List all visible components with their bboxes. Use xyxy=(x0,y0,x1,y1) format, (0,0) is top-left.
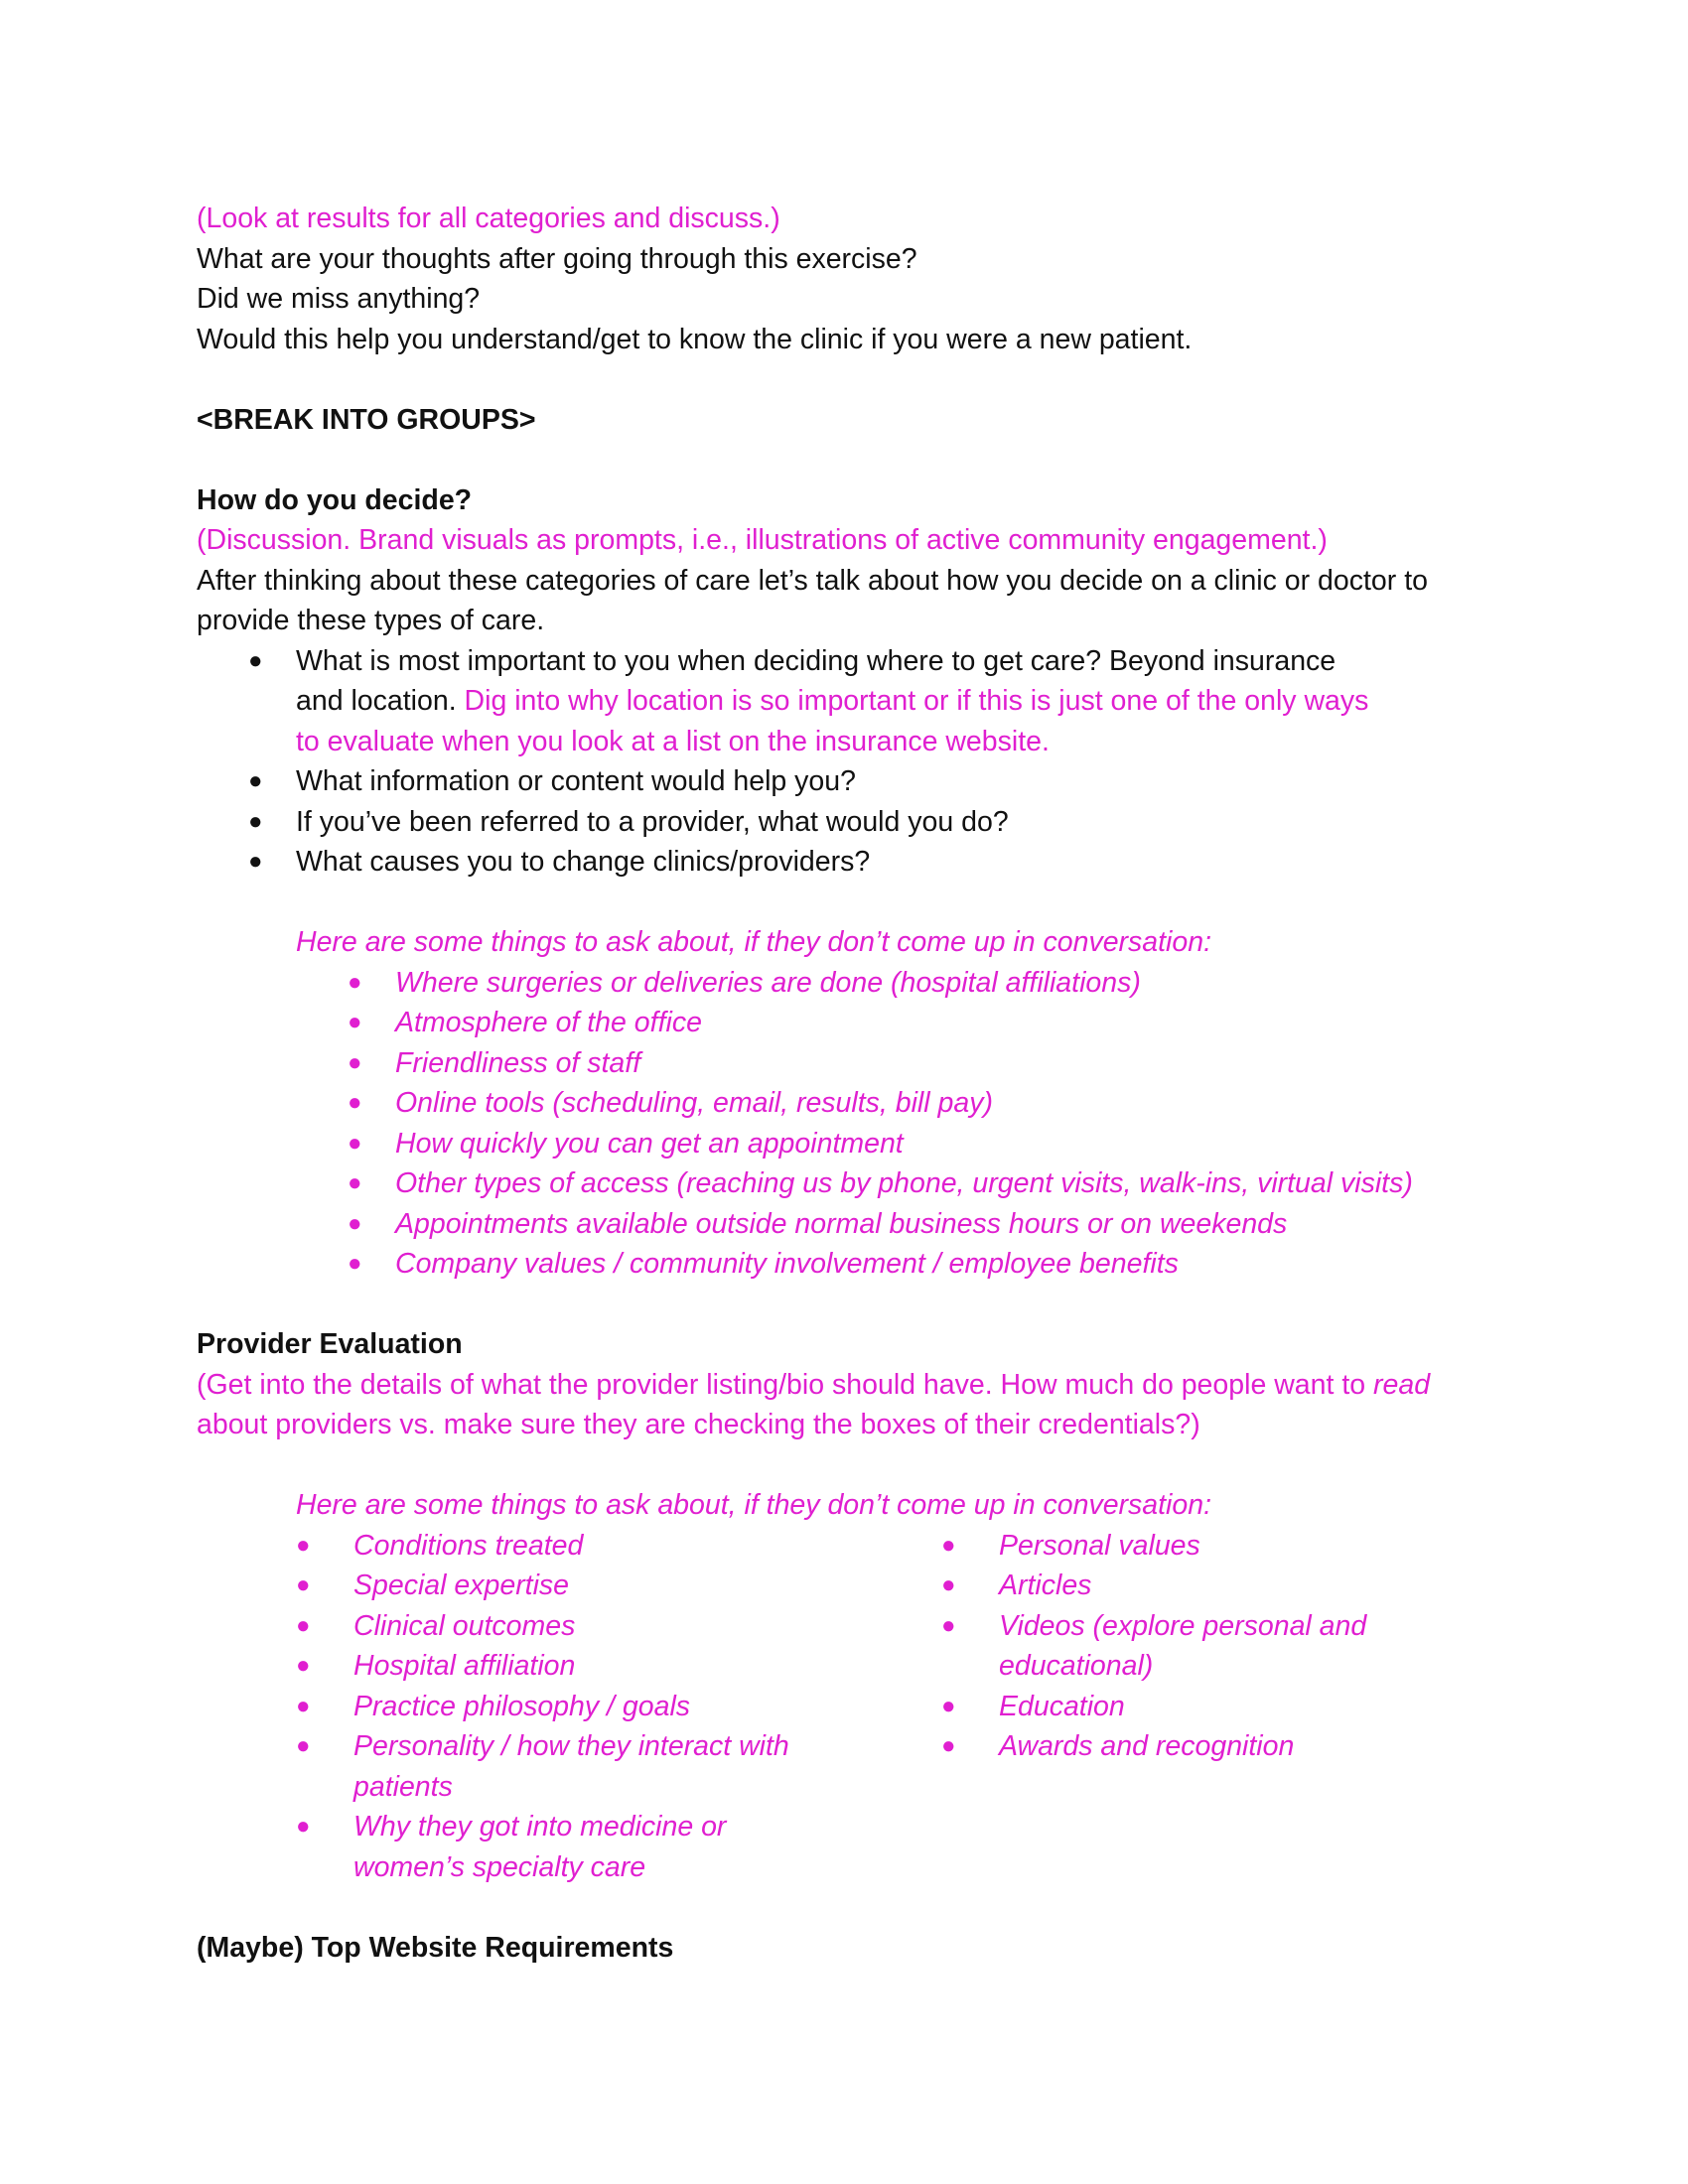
provider-ask-left-column xyxy=(296,1526,941,1888)
decide-bullet xyxy=(197,842,1517,883)
provider-ask-item xyxy=(296,1606,941,1647)
decide-ask-item xyxy=(197,1083,1517,1124)
document-page xyxy=(197,199,1517,1968)
provider-ask-item-text: Personality / how they interact with patients xyxy=(353,1730,789,1803)
break-label: <BREAK INTO GROUPS> xyxy=(197,403,536,436)
provider-ask-item-text: Videos (explore personal and educational) xyxy=(999,1609,1367,1682)
decide-ask-item xyxy=(197,1124,1517,1164)
bullet-icon: ● xyxy=(941,1732,956,1759)
decide-ask-item-text: Where surgeries or deliveries are done (hospital affiliations) xyxy=(395,966,1141,999)
provider-ask-item-text: Why they got into medicine or women’s specialty care xyxy=(353,1811,727,1883)
provider-ask-heading: Here are some things to ask about, if they don’t come up in conversation: xyxy=(296,1489,1212,1521)
bullet-icon: ● xyxy=(348,1169,362,1196)
bullet-icon: ● xyxy=(248,646,263,674)
bullet-icon: ● xyxy=(348,1250,362,1277)
provider-ask-item xyxy=(296,1726,850,1807)
bullet-icon: ● xyxy=(248,848,263,875)
provider-note-italic: read xyxy=(1373,1368,1431,1401)
bullet-icon: ● xyxy=(296,1692,311,1719)
decide-ask-item-text: Company values / community involvement / employee benefits xyxy=(395,1248,1179,1280)
bullet-icon: ● xyxy=(348,1048,362,1076)
provider-ask-item xyxy=(941,1726,1497,1767)
decide-ask-item-text: Other types of access (reaching us by phone, urgent visits, walk-ins, virtual visits) xyxy=(395,1167,1413,1199)
requirements-heading: (Maybe) Top Website Requirements xyxy=(197,1931,674,1964)
decide-bullet xyxy=(197,641,1388,762)
intro-question: Would this help you understand/get to know the clinic if you were a new patient. xyxy=(197,323,1193,355)
bullet-icon: ● xyxy=(296,1732,311,1759)
spacer xyxy=(197,359,1517,400)
spacer xyxy=(197,1887,1517,1928)
decide-ask-item-text: Atmosphere of the office xyxy=(395,1007,702,1038)
decide-bullet-text: If you’ve been referred to a provider, what would you do? xyxy=(296,805,1009,838)
decide-bullet-note: Dig into why location is so important or if this is just one of the only ways to evaluate when you look at a list on the insurance website. xyxy=(296,685,1369,757)
bullet-icon: ● xyxy=(941,1611,956,1639)
bullet-icon: ● xyxy=(296,1571,311,1598)
intro-question: Did we miss anything? xyxy=(197,283,481,315)
decide-ask-item-text: Online tools (scheduling, email, results, bill pay) xyxy=(395,1087,993,1119)
provider-note-end: about providers vs. make sure they are checking the boxes of their credentials?) xyxy=(197,1409,1200,1440)
bullet-icon: ● xyxy=(348,1209,362,1237)
decide-ask-item xyxy=(197,1204,1517,1245)
provider-ask-item-text: Special expertise xyxy=(353,1570,570,1601)
provider-ask-item-text: Conditions treated xyxy=(353,1529,584,1562)
decide-ask-item-text: Friendliness of staff xyxy=(395,1046,641,1079)
provider-ask-item xyxy=(296,1807,780,1887)
intro-note: (Look at results for all categories and discuss.) xyxy=(197,203,780,234)
provider-ask-item xyxy=(941,1606,1446,1687)
decide-ask-heading: Here are some things to ask about, if they don’t come up in conversation: xyxy=(296,926,1212,958)
intro-question: What are your thoughts after going through this exercise? xyxy=(197,242,917,275)
provider-note xyxy=(197,1365,1497,1445)
bullet-icon: ● xyxy=(348,1129,362,1157)
decide-ask-item xyxy=(197,1043,1517,1084)
decide-ask-item xyxy=(197,963,1517,1004)
bullet-icon: ● xyxy=(348,1089,362,1116)
bullet-icon: ● xyxy=(296,1531,311,1559)
provider-ask-item xyxy=(296,1566,941,1606)
provider-ask-item-text: Personal values xyxy=(999,1529,1200,1562)
provider-ask-item xyxy=(296,1646,941,1687)
provider-ask-item xyxy=(941,1687,1497,1727)
decide-bullet-text: What causes you to change clinics/providers? xyxy=(296,846,871,878)
decide-bullet xyxy=(197,761,1517,802)
bullet-icon: ● xyxy=(941,1692,956,1719)
provider-ask-item-text: Awards and recognition xyxy=(999,1730,1295,1762)
decide-ask-item-text: Appointments available outside normal business hours or on weekends xyxy=(395,1207,1288,1240)
bullet-icon: ● xyxy=(296,1652,311,1679)
decide-paragraph: After thinking about these categories of care let’s talk about how you decide on a clinic or doctor to provide these types of care. xyxy=(197,564,1428,636)
spacer xyxy=(197,883,1517,923)
decide-ask-item-text: How quickly you can get an appointment xyxy=(395,1127,904,1160)
provider-ask-item xyxy=(941,1566,1497,1606)
decide-bullet xyxy=(197,802,1517,843)
decide-note: (Discussion. Brand visuals as prompts, i.e., illustrations of active community engagement.) xyxy=(197,524,1328,556)
provider-ask-columns xyxy=(197,1526,1517,1888)
bullet-icon: ● xyxy=(296,1813,311,1840)
provider-ask-item-text: Hospital affiliation xyxy=(353,1650,576,1682)
bullet-icon: ● xyxy=(348,1009,362,1035)
provider-heading: Provider Evaluation xyxy=(197,1328,463,1360)
provider-ask-item-text: Clinical outcomes xyxy=(353,1609,576,1642)
decide-ask-item xyxy=(197,1244,1517,1285)
provider-ask-item xyxy=(296,1526,941,1567)
decide-bullet-text: What information or content would help you? xyxy=(296,765,856,797)
provider-ask-item xyxy=(296,1687,941,1727)
bullet-icon: ● xyxy=(296,1611,311,1639)
decide-ask-item xyxy=(197,1163,1517,1204)
decide-heading: How do you decide? xyxy=(197,483,473,516)
bullet-icon: ● xyxy=(941,1531,956,1559)
decide-bullet-text: What is most important to you when deciding where to get care? Beyond insurance and location. xyxy=(296,644,1336,717)
provider-ask-right-column xyxy=(941,1526,1497,1888)
spacer xyxy=(197,1285,1517,1325)
bullet-icon: ● xyxy=(248,807,263,835)
provider-note-start: (Get into the details of what the provider listing/bio should have. How much do people want to xyxy=(197,1368,1366,1401)
provider-ask-item-text: Articles xyxy=(999,1570,1092,1601)
provider-ask-item-text: Education xyxy=(999,1690,1125,1722)
spacer xyxy=(197,1445,1517,1486)
bullet-icon: ● xyxy=(941,1571,956,1598)
provider-ask-item xyxy=(941,1526,1497,1567)
bullet-icon: ● xyxy=(348,968,362,996)
bullet-icon: ● xyxy=(248,767,263,794)
spacer xyxy=(197,440,1517,480)
provider-ask-item-text: Practice philosophy / goals xyxy=(353,1690,691,1722)
decide-ask-item xyxy=(197,1003,1517,1043)
